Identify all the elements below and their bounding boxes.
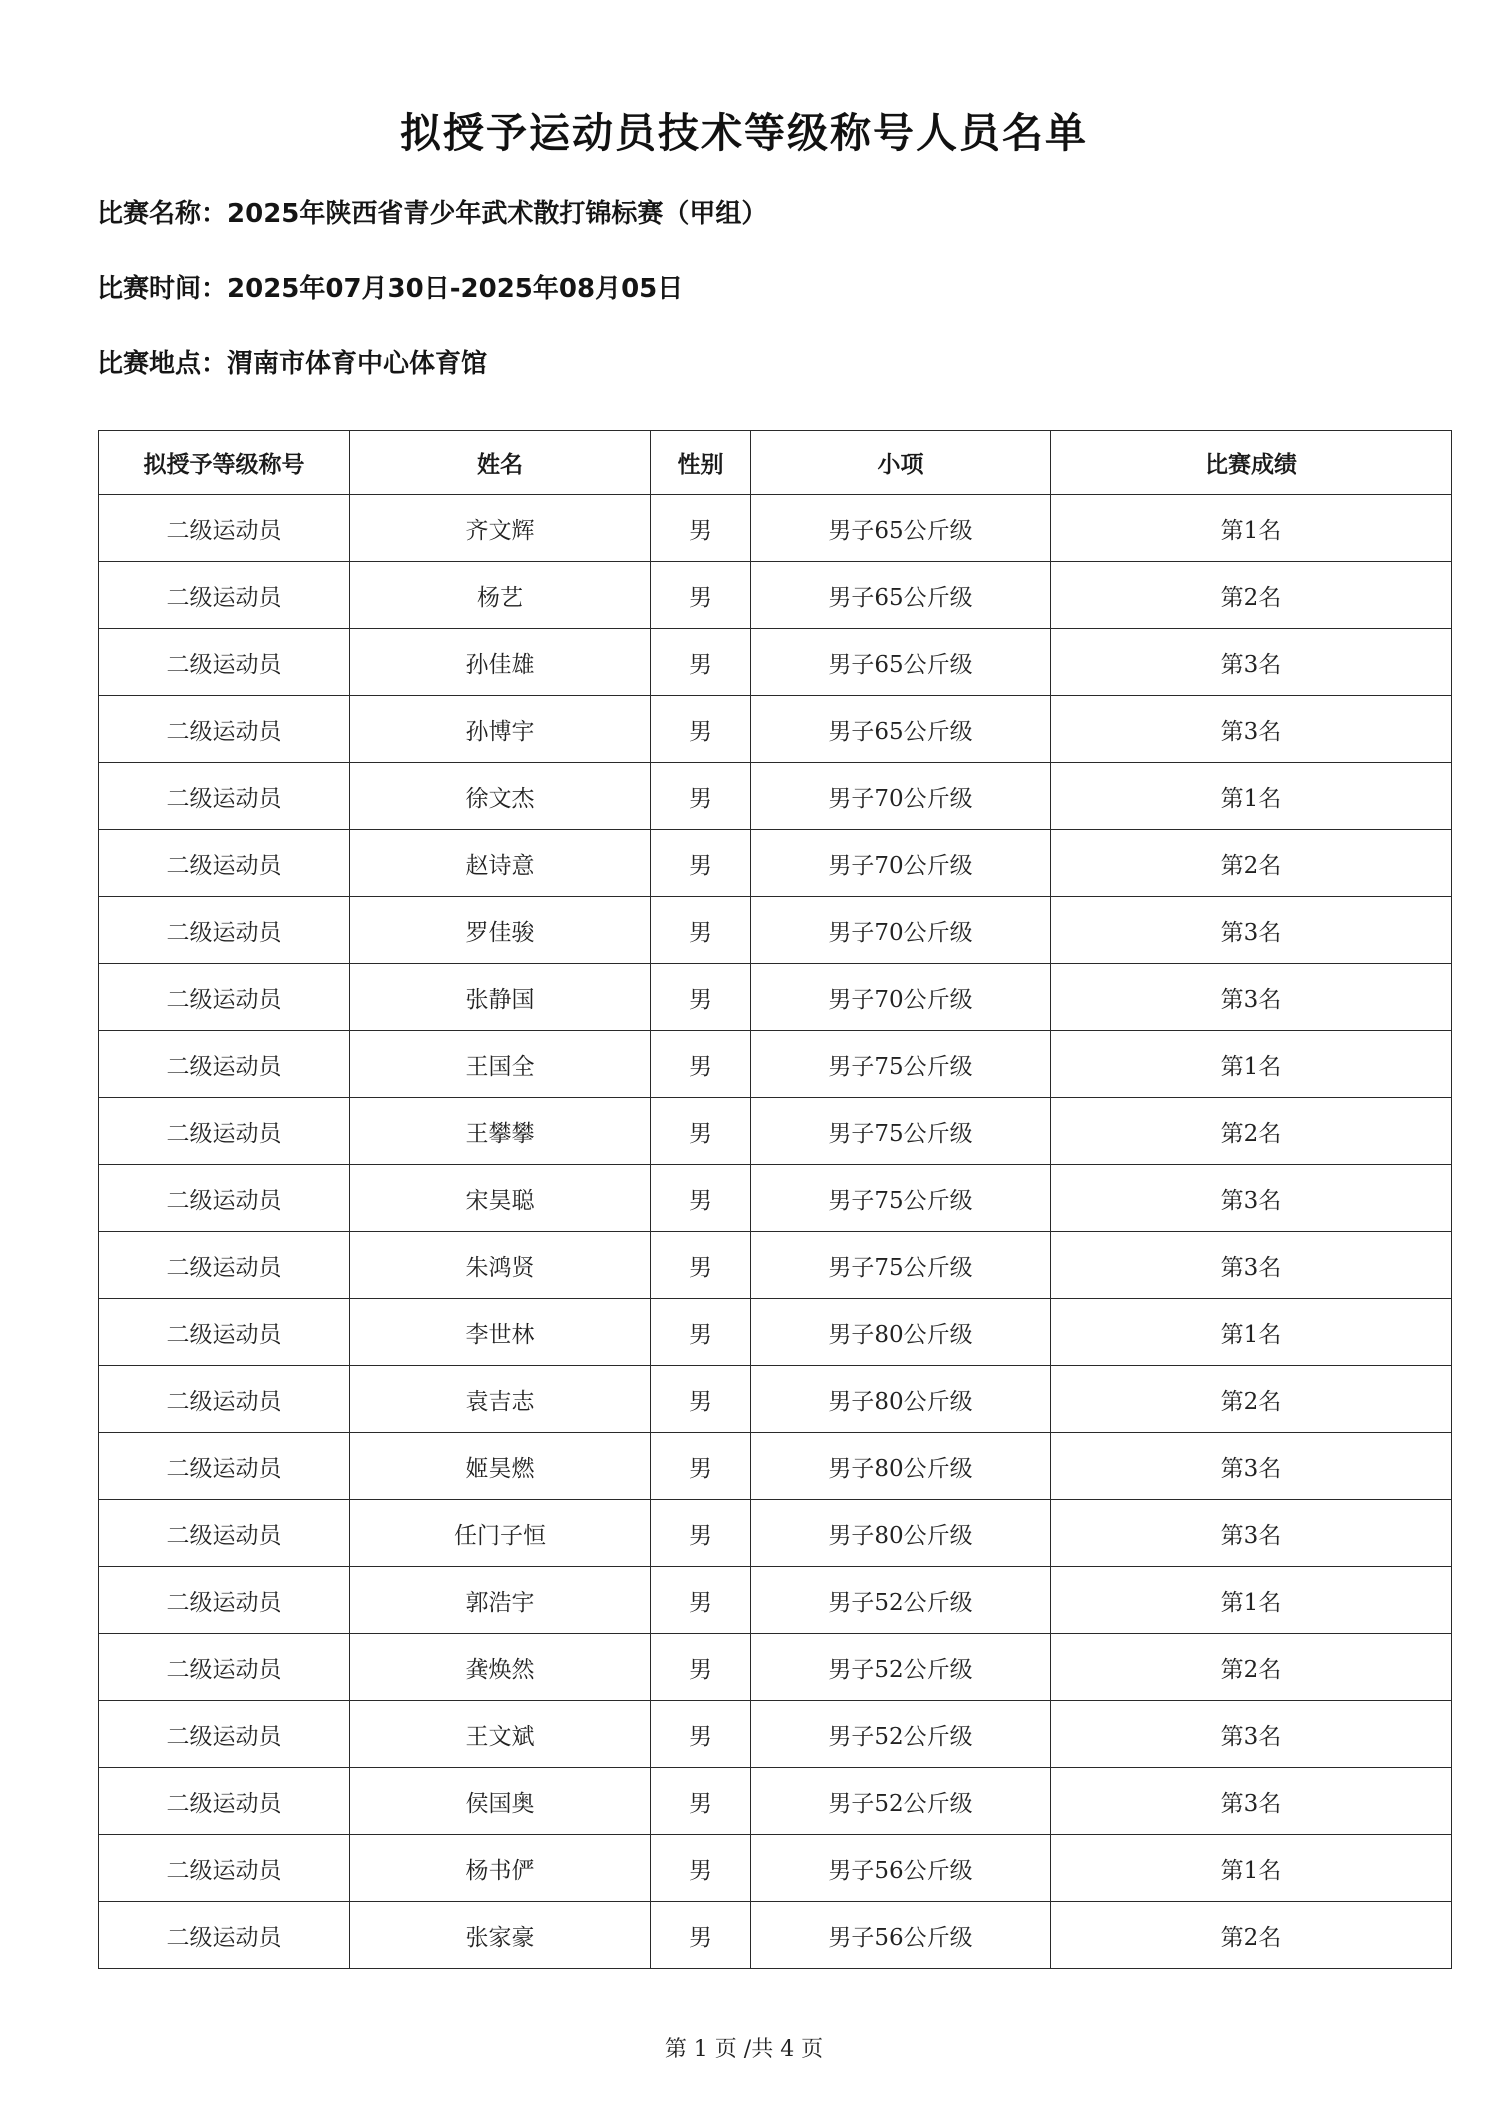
competition-venue-value: 渭南市体育中心体育馆	[227, 349, 488, 379]
cell-name: 杨艺	[350, 562, 651, 629]
cell-grade-title: 二级运动员	[99, 1701, 350, 1768]
cell-grade-title: 二级运动员	[99, 763, 350, 830]
cell-name: 杨书俨	[350, 1835, 651, 1902]
cell-name: 宋昊聪	[350, 1165, 651, 1232]
table-row	[99, 1366, 1452, 1433]
cell-result: 第3名	[1051, 1500, 1452, 1567]
cell-name: 李世林	[350, 1299, 651, 1366]
cell-gender: 男	[651, 1567, 751, 1634]
cell-name: 朱鸿贤	[350, 1232, 651, 1299]
table-row	[99, 1299, 1452, 1366]
cell-event: 男子80公斤级	[751, 1299, 1051, 1366]
cell-grade-title: 二级运动员	[99, 562, 350, 629]
athlete-roster-table	[98, 430, 1452, 1969]
cell-result: 第3名	[1051, 1232, 1452, 1299]
cell-result: 第3名	[1051, 1165, 1452, 1232]
header-grade-title: 拟授予等级称号	[99, 431, 350, 495]
table-row	[99, 763, 1452, 830]
cell-name: 张家豪	[350, 1902, 651, 1969]
cell-event: 男子56公斤级	[751, 1835, 1051, 1902]
competition-name-line	[97, 193, 767, 230]
cell-name: 任门子恒	[350, 1500, 651, 1567]
cell-name: 罗佳骏	[350, 897, 651, 964]
header-gender: 性别	[651, 431, 751, 495]
table-row	[99, 629, 1452, 696]
cell-gender: 男	[651, 629, 751, 696]
cell-gender: 男	[651, 1433, 751, 1500]
cell-gender: 男	[651, 1634, 751, 1701]
table-row	[99, 1701, 1452, 1768]
competition-name-label: 比赛名称：	[97, 199, 228, 229]
table-row	[99, 1031, 1452, 1098]
table-row	[99, 830, 1452, 897]
cell-gender: 男	[651, 696, 751, 763]
cell-name: 郭浩宇	[350, 1567, 651, 1634]
cell-grade-title: 二级运动员	[99, 1500, 350, 1567]
cell-grade-title: 二级运动员	[99, 1098, 350, 1165]
competition-time-value: 2025年07月30日-2025年08月05日	[227, 274, 684, 304]
cell-result: 第1名	[1051, 1299, 1452, 1366]
cell-grade-title: 二级运动员	[99, 830, 350, 897]
cell-event: 男子65公斤级	[751, 495, 1051, 562]
table-row	[99, 696, 1452, 763]
cell-grade-title: 二级运动员	[99, 1031, 350, 1098]
table-row	[99, 562, 1452, 629]
cell-event: 男子75公斤级	[751, 1098, 1051, 1165]
cell-grade-title: 二级运动员	[99, 495, 350, 562]
table-header-row	[99, 431, 1452, 495]
cell-result: 第2名	[1051, 562, 1452, 629]
header-name: 姓名	[350, 431, 651, 495]
table-row	[99, 1500, 1452, 1567]
cell-event: 男子80公斤级	[751, 1366, 1051, 1433]
table-row	[99, 1433, 1452, 1500]
cell-name: 龚焕然	[350, 1634, 651, 1701]
cell-grade-title: 二级运动员	[99, 696, 350, 763]
cell-grade-title: 二级运动员	[99, 1299, 350, 1366]
cell-grade-title: 二级运动员	[99, 629, 350, 696]
competition-name-value: 2025年陕西省青少年武术散打锦标赛（甲组）	[227, 199, 768, 229]
table-row	[99, 1567, 1452, 1634]
cell-gender: 男	[651, 1835, 751, 1902]
competition-time-line	[97, 268, 683, 305]
competition-venue-label: 比赛地点：	[97, 349, 228, 379]
cell-name: 张静国	[350, 964, 651, 1031]
cell-result: 第2名	[1051, 1098, 1452, 1165]
cell-gender: 男	[651, 830, 751, 897]
cell-event: 男子80公斤级	[751, 1500, 1051, 1567]
table-row	[99, 1835, 1452, 1902]
cell-name: 姬昊燃	[350, 1433, 651, 1500]
cell-gender: 男	[651, 1768, 751, 1835]
cell-grade-title: 二级运动员	[99, 1634, 350, 1701]
cell-result: 第1名	[1051, 1567, 1452, 1634]
cell-event: 男子65公斤级	[751, 562, 1051, 629]
cell-name: 孙佳雄	[350, 629, 651, 696]
cell-name: 袁吉志	[350, 1366, 651, 1433]
cell-gender: 男	[651, 763, 751, 830]
cell-name: 赵诗意	[350, 830, 651, 897]
cell-gender: 男	[651, 964, 751, 1031]
table-row	[99, 1232, 1452, 1299]
cell-event: 男子70公斤级	[751, 964, 1051, 1031]
cell-name: 王国全	[350, 1031, 651, 1098]
cell-grade-title: 二级运动员	[99, 1232, 350, 1299]
cell-event: 男子52公斤级	[751, 1768, 1051, 1835]
competition-time-label: 比赛时间：	[97, 274, 228, 304]
cell-result: 第1名	[1051, 1835, 1452, 1902]
cell-result: 第3名	[1051, 1433, 1452, 1500]
cell-grade-title: 二级运动员	[99, 1567, 350, 1634]
cell-gender: 男	[651, 1500, 751, 1567]
cell-gender: 男	[651, 1165, 751, 1232]
cell-event: 男子75公斤级	[751, 1031, 1051, 1098]
document-title: 拟授予运动员技术等级称号人员名单	[400, 109, 1088, 157]
cell-gender: 男	[651, 1902, 751, 1969]
cell-result: 第2名	[1051, 1634, 1452, 1701]
cell-event: 男子70公斤级	[751, 830, 1051, 897]
cell-grade-title: 二级运动员	[99, 1835, 350, 1902]
cell-name: 侯国奥	[350, 1768, 651, 1835]
cell-result: 第3名	[1051, 1768, 1452, 1835]
cell-grade-title: 二级运动员	[99, 897, 350, 964]
cell-gender: 男	[651, 897, 751, 964]
cell-gender: 男	[651, 1366, 751, 1433]
cell-event: 男子52公斤级	[751, 1634, 1051, 1701]
table-row	[99, 1098, 1452, 1165]
cell-name: 齐文辉	[350, 495, 651, 562]
cell-gender: 男	[651, 562, 751, 629]
cell-grade-title: 二级运动员	[99, 1902, 350, 1969]
cell-result: 第3名	[1051, 696, 1452, 763]
competition-venue-line	[97, 343, 487, 380]
cell-grade-title: 二级运动员	[99, 1366, 350, 1433]
cell-gender: 男	[651, 1701, 751, 1768]
table-row	[99, 1634, 1452, 1701]
table-body	[99, 495, 1452, 1969]
table-row	[99, 1165, 1452, 1232]
cell-gender: 男	[651, 1098, 751, 1165]
table-row	[99, 1768, 1452, 1835]
cell-grade-title: 二级运动员	[99, 1165, 350, 1232]
cell-grade-title: 二级运动员	[99, 1433, 350, 1500]
cell-event: 男子70公斤级	[751, 897, 1051, 964]
cell-result: 第3名	[1051, 897, 1452, 964]
cell-event: 男子52公斤级	[751, 1701, 1051, 1768]
cell-result: 第2名	[1051, 1902, 1452, 1969]
cell-event: 男子75公斤级	[751, 1165, 1051, 1232]
table-row	[99, 897, 1452, 964]
cell-event: 男子65公斤级	[751, 629, 1051, 696]
cell-name: 王攀攀	[350, 1098, 651, 1165]
cell-result: 第1名	[1051, 495, 1452, 562]
table-row	[99, 964, 1452, 1031]
table-row	[99, 495, 1452, 562]
header-result: 比赛成绩	[1051, 431, 1452, 495]
cell-result: 第2名	[1051, 1366, 1452, 1433]
cell-gender: 男	[651, 1232, 751, 1299]
cell-name: 徐文杰	[350, 763, 651, 830]
cell-event: 男子56公斤级	[751, 1902, 1051, 1969]
cell-name: 王文斌	[350, 1701, 651, 1768]
cell-result: 第2名	[1051, 830, 1452, 897]
cell-result: 第1名	[1051, 1031, 1452, 1098]
cell-event: 男子52公斤级	[751, 1567, 1051, 1634]
cell-result: 第3名	[1051, 629, 1452, 696]
cell-grade-title: 二级运动员	[99, 1768, 350, 1835]
cell-grade-title: 二级运动员	[99, 964, 350, 1031]
cell-gender: 男	[651, 495, 751, 562]
cell-result: 第3名	[1051, 1701, 1452, 1768]
cell-gender: 男	[651, 1299, 751, 1366]
table-row	[99, 1902, 1452, 1969]
page-number: 第 1 页 /共 4 页	[664, 2037, 824, 2062]
cell-result: 第1名	[1051, 763, 1452, 830]
header-event: 小项	[751, 431, 1051, 495]
cell-event: 男子75公斤级	[751, 1232, 1051, 1299]
cell-result: 第3名	[1051, 964, 1452, 1031]
cell-name: 孙博宇	[350, 696, 651, 763]
cell-event: 男子65公斤级	[751, 696, 1051, 763]
cell-event: 男子80公斤级	[751, 1433, 1051, 1500]
cell-event: 男子70公斤级	[751, 763, 1051, 830]
cell-gender: 男	[651, 1031, 751, 1098]
